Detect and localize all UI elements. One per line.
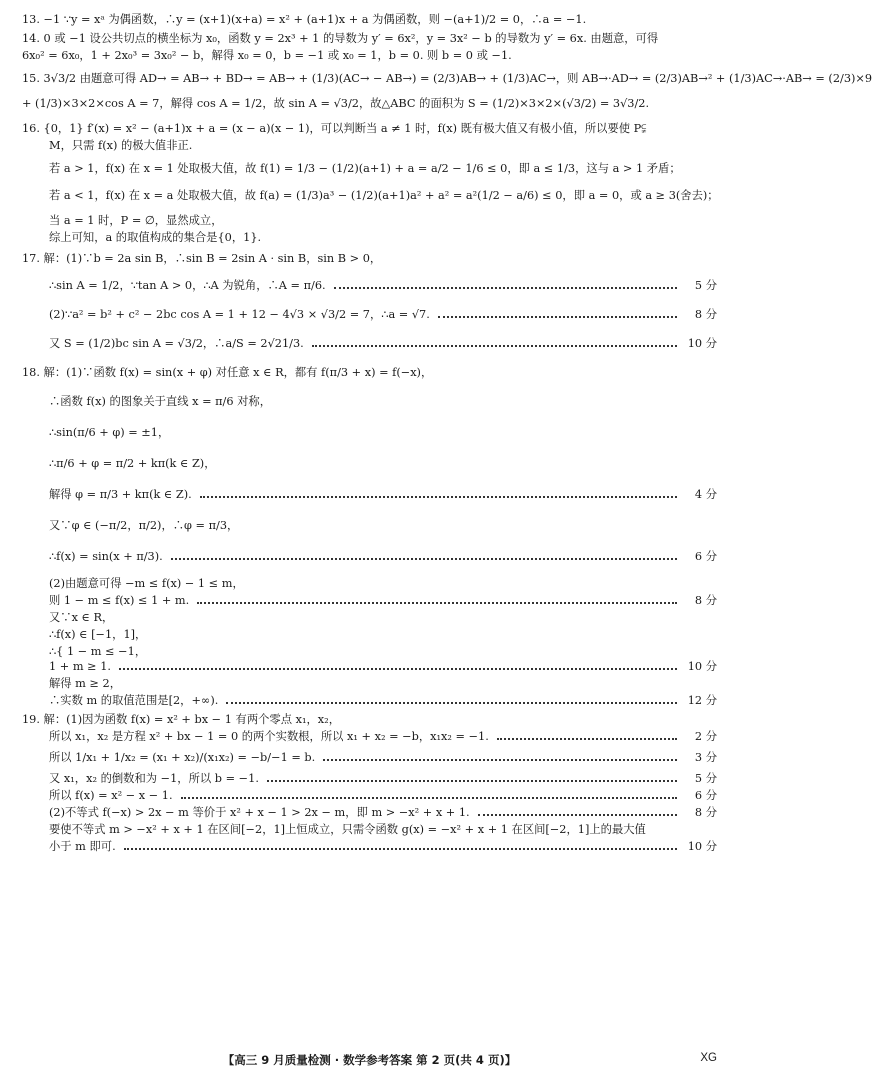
answer-line (22, 456, 717, 471)
answer-line (22, 12, 717, 27)
score-label: 2 分 (694, 730, 717, 743)
line-text: 13. −1 ∵y = xᵃ 为偶函数，∴y = (x+1)(x+a) = x² + (a+1)x + a 为偶函数，则 −(a+1)/2 = 0，∴a = −1. (22, 13, 587, 26)
answer-line (22, 307, 717, 322)
leader-dots (438, 316, 677, 318)
score-label: 5 分 (694, 279, 717, 292)
line-text: 则 1 − m ≤ f(x) ≤ 1 + m. (49, 594, 190, 607)
line-text: 解得 φ = π/3 + kπ(k ∈ Z). (49, 488, 192, 501)
page-footer (0, 1052, 739, 1068)
line-text: 要使不等式 m > −x² + x + 1 在区间[−2，1]上恒成立，只需令函数 g(x) = −x² + x + 1 在区间[−2，1]上的最大值 (49, 823, 646, 836)
answer-line (22, 750, 717, 765)
line-text: ∴实数 m 的取值范围是[2，+∞). (49, 694, 219, 707)
answer-line (22, 71, 872, 86)
answer-line (22, 188, 717, 203)
line-text: ∴π/6 + φ = π/2 + kπ(k ∈ Z)， (49, 457, 216, 470)
leader-dots (226, 702, 677, 704)
leader-dots (478, 814, 677, 816)
answer-line (22, 487, 717, 502)
line-text: 18. 解：(1)∵函数 f(x) = sin(x + φ) 对任意 x ∈ R，都有 f(π/3 + x) = f(−x)， (22, 366, 433, 379)
line-text: 又 S = (1/2)bc sin A = √3/2，∴a/S = 2√21/3. (49, 337, 304, 350)
line-text: + (1/3)×3×2×cos A = 7，解得 cos A = 1/2，故 sin A = √3/2，故△ABC 的面积为 S = (1/2)×3×2×(√3/2) = 3√3/2. (22, 97, 650, 110)
line-text: 19. 解：(1)因为函数 f(x) = x² + bx − 1 有两个零点 x₁，x₂， (22, 713, 340, 726)
score-label: 4 分 (694, 488, 717, 501)
line-text: 所以 f(x) = x² − x − 1. (49, 789, 173, 802)
line-text: 所以 1/x₁ + 1/x₂ = (x₁ + x₂)/(x₁x₂) = −b/−1 = b. (49, 751, 316, 764)
answer-line (22, 278, 717, 293)
line-text: (2)不等式 f(−x) > 2x − m 等价于 x² + x − 1 > 2x − m，即 m > −x² + x + 1. (49, 806, 470, 819)
answer-line (22, 251, 717, 266)
score-label: 6 分 (694, 789, 717, 802)
line-text: 又∵φ ∈ (−π/2，π/2)，∴φ = π/3， (49, 519, 239, 532)
line-text: 若 a < 1，f(x) 在 x = a 处取极大值，故 f(a) = (1/3)a³ − (1/2)(a+1)a² + a² = a²(1/2 − a/6) ≤ 0，即 a = 0，或 a ≥ 3(舍去)； (49, 189, 719, 202)
line-text: 又∵x ∈ R， (49, 611, 114, 624)
answer-line (22, 610, 717, 625)
leader-dots (124, 848, 677, 850)
answer-line (22, 394, 717, 409)
score-label: 8 分 (694, 594, 717, 607)
line-text: (2)∵a² = b² + c² − 2bc cos A = 1 + 12 − 4√3 × √3/2 = 7，∴a = √7. (49, 308, 430, 321)
line-text: 若 a > 1，f(x) 在 x = 1 处取极大值，故 f(1) = 1/3 − (1/2)(a+1) + a = a/2 − 1/6 ≤ 0，即 a ≤ 1/3，这与 a > 1 矛盾； (49, 162, 681, 175)
answer-line (22, 518, 717, 533)
line-text: ∴sin(π/6 + φ) = ±1， (49, 426, 170, 439)
leader-dots (312, 345, 677, 347)
answer-line (22, 593, 717, 608)
line-text: 15. 3√3/2 由题意可得 AD→ = AB→ + BD→ = AB→ + (1/3)(AC→ − AB→) = (2/3)AB→ + (1/3)AC→，则 AB→·AD→ = (2/3)AB→² + (1/3)AC→·AB→ = (2/3)×9 (22, 72, 872, 85)
leader-dots (200, 496, 677, 498)
leader-dots (323, 759, 677, 761)
answer-line (22, 48, 717, 63)
answer-line (22, 805, 717, 820)
answer-line (22, 659, 717, 674)
score-label: 10 分 (687, 337, 717, 350)
line-text: M，只需 f(x) 的极大值非正. (49, 139, 193, 152)
line-text: ∴f(x) = sin(x + π/3). (49, 550, 163, 563)
answer-line (22, 138, 717, 153)
leader-dots (197, 602, 677, 604)
line-text: 所以 x₁，x₂ 是方程 x² + bx − 1 = 0 的两个实数根，所以 x₁ + x₂ = −b，x₁x₂ = −1. (49, 730, 489, 743)
line-text: 6x₀² = 6x₀，1 + 2x₀³ = 3x₀² − b，解得 x₀ = 0，b = −1 或 x₀ = 1，b = 0. 则 b = 0 或 −1. (22, 49, 512, 62)
answer-content (22, 12, 872, 854)
answer-line (22, 96, 717, 111)
line-text: 又 x₁，x₂ 的倒数和为 −1，所以 b = −1. (49, 772, 259, 785)
leader-dots (497, 738, 677, 740)
line-text: 14. 0 或 −1 设公共切点的横坐标为 x₀，函数 y = 2x³ + 1 的导数为 y′ = 6x²，y = 3x² − b 的导数为 y′ = 6x. 由题意，可得 (22, 32, 659, 45)
line-text: (2)由题意可得 −m ≤ f(x) − 1 ≤ m， (49, 577, 244, 590)
score-label: 10 分 (687, 660, 717, 673)
answer-line (22, 213, 717, 228)
answer-line (22, 822, 717, 837)
score-label: 8 分 (694, 806, 717, 819)
line-text: 17. 解：(1)∵b = 2a sin B，∴sin B = 2sin A · sin B，sin B > 0， (22, 252, 382, 265)
line-text: ∴{ 1 − m ≤ −1， (49, 645, 147, 658)
answer-line (22, 676, 717, 691)
answer-line (22, 729, 717, 744)
answer-line (22, 788, 717, 803)
answer-line (22, 839, 717, 854)
line-text: 小于 m 即可. (49, 840, 116, 853)
answer-line (22, 712, 717, 727)
answer-line (22, 161, 717, 176)
line-text: 当 a = 1 时，P = ∅，显然成立， (49, 214, 223, 227)
score-label: 6 分 (694, 550, 717, 563)
answer-line (22, 425, 717, 440)
leader-dots (119, 668, 677, 670)
answer-line (22, 549, 717, 564)
score-label: 10 分 (687, 840, 717, 853)
answer-line (22, 230, 717, 245)
answer-line (22, 365, 717, 380)
answer-line (22, 644, 717, 659)
footer-title: 【高三 9 月质量检测 · 数学参考答案 第 2 页(共 4 页)】 (222, 1053, 517, 1067)
line-text: ∴函数 f(x) 的图象关于直线 x = π/6 对称， (49, 395, 272, 408)
answer-line (22, 771, 717, 786)
footer-code: XG (700, 1052, 717, 1064)
answer-line (22, 693, 717, 708)
score-label: 3 分 (694, 751, 717, 764)
answer-line (22, 121, 717, 136)
line-text: 1 + m ≥ 1. (49, 660, 111, 673)
answer-line (22, 576, 717, 591)
line-text: 综上可知，a 的取值构成的集合是{0，1}. (49, 231, 262, 244)
line-text: 解得 m ≥ 2， (49, 677, 122, 690)
line-text: ∴f(x) ∈ [−1，1]， (49, 628, 147, 641)
leader-dots (181, 797, 677, 799)
leader-dots (267, 780, 677, 782)
answer-line (22, 627, 717, 642)
score-label: 12 分 (687, 694, 717, 707)
answer-line (22, 31, 717, 46)
answer-line (22, 336, 717, 351)
line-text: 16. {0，1} f′(x) = x² − (a+1)x + a = (x − a)(x − 1)，可以判断当 a ≠ 1 时，f(x) 既有极大值又有极小值，所以要使 P⫋ (22, 122, 647, 135)
score-label: 5 分 (694, 772, 717, 785)
line-text: ∴sin A = 1/2，∵tan A > 0，∴A 为锐角，∴A = π/6. (49, 279, 326, 292)
score-label: 8 分 (694, 308, 717, 321)
leader-dots (334, 287, 677, 289)
leader-dots (171, 558, 677, 560)
